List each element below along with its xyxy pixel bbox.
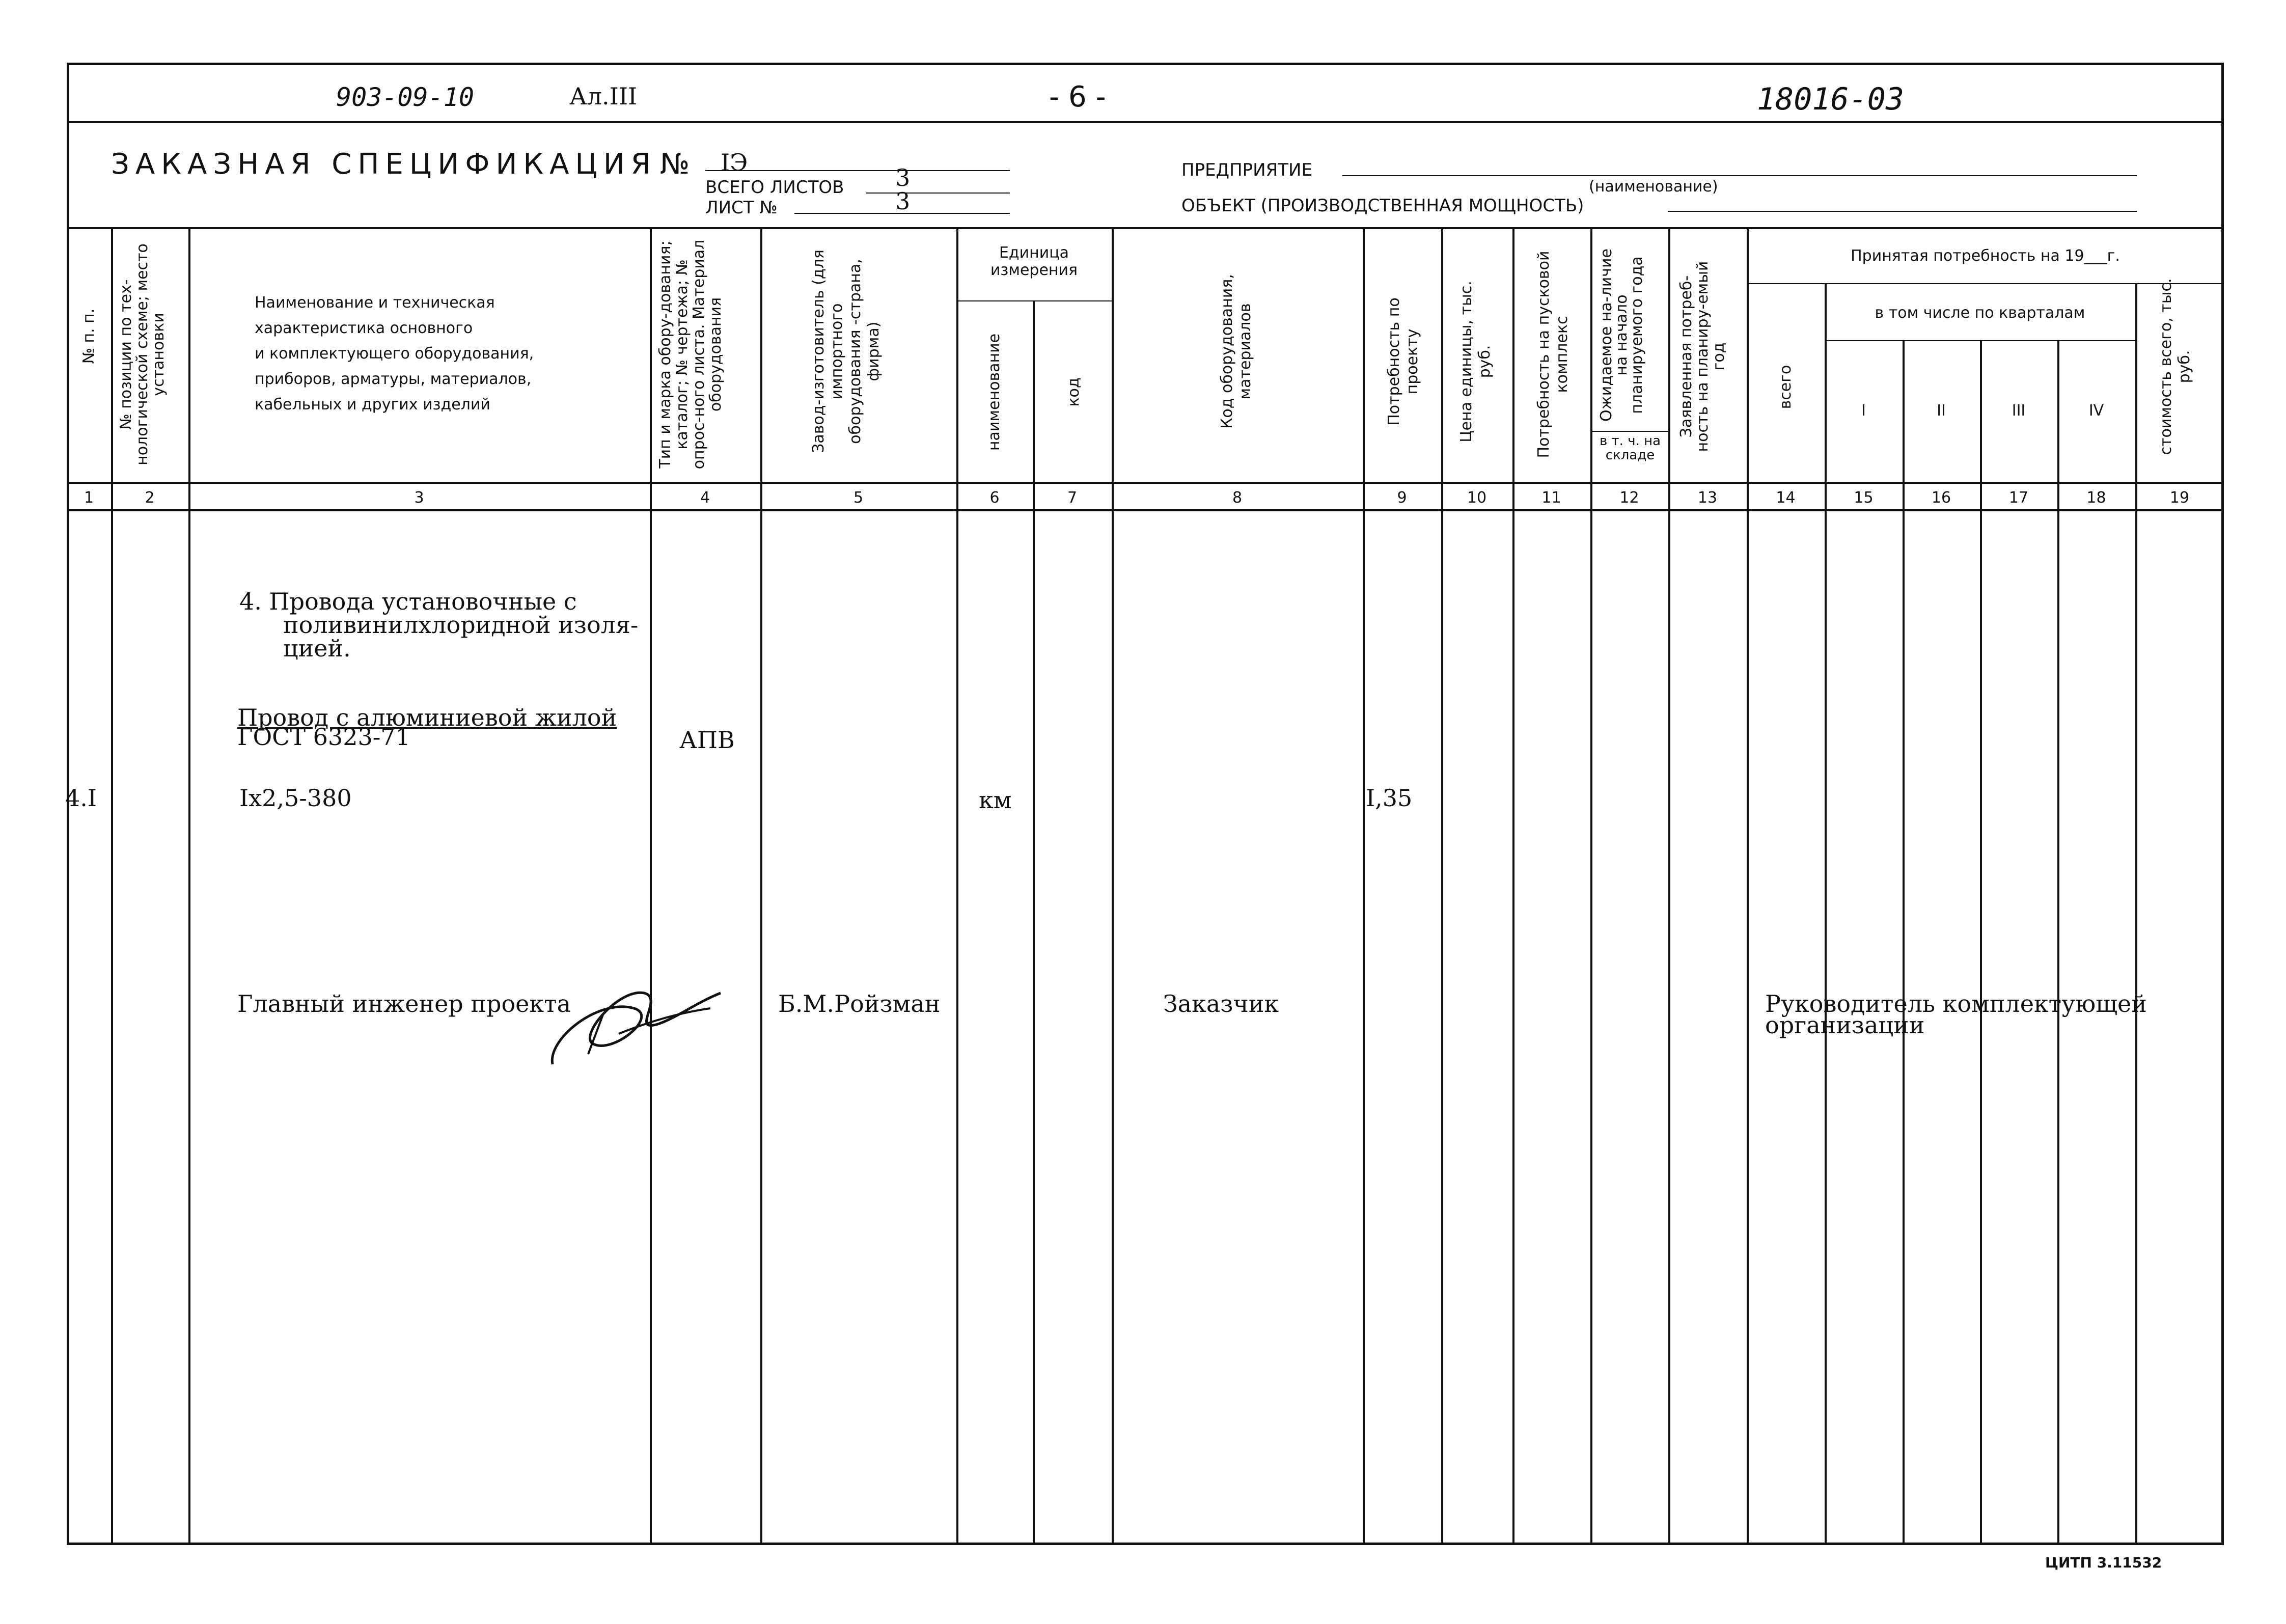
unit-group-line: [956, 300, 1112, 301]
col-line: [2135, 283, 2137, 1544]
col-number: 2: [145, 489, 155, 507]
enterprise-line: [1342, 175, 2137, 176]
c12-sub-line: [1590, 431, 1668, 432]
accepted-group-header: Принятая потребность на 19___г.: [1851, 247, 2120, 265]
col-line: [1363, 227, 1365, 1544]
col-line: [1590, 227, 1592, 1544]
col-number: 15: [1854, 489, 1874, 507]
col-number: 3: [414, 489, 424, 507]
col-line: [188, 227, 190, 1544]
col-number: 14: [1776, 489, 1796, 507]
col-line: [1903, 340, 1905, 1544]
col-6-header: наименование: [985, 333, 1003, 451]
col-9-header: Потребность по проекту: [1385, 297, 1421, 426]
col-line: [1747, 227, 1749, 1544]
section-title-line-1: 4. Провода установочные с: [239, 588, 577, 615]
sheet-line: [794, 213, 1010, 214]
col-number: 1: [84, 489, 94, 507]
col-19-header: стоимость всего, тыс. руб.: [2157, 278, 2193, 455]
item-title-line-2: ГОСТ 6323-71: [237, 723, 410, 751]
customer-label: Заказчик: [1163, 990, 1279, 1017]
supplier-label-line-2: организации: [1765, 1011, 1925, 1039]
spec-number-line: [705, 170, 1010, 171]
enterprise-label: ПРЕДПРИЯТИЕ: [1181, 160, 1312, 180]
col-number: 10: [1467, 489, 1487, 507]
row-quantity: I,35: [1366, 784, 1413, 812]
doc-code: 903-09-10: [336, 82, 474, 112]
col-4-header: Тип и марка обору-дования; каталог; № чертежа; № опрос-ного листа. Материал оборудования: [656, 239, 725, 470]
col-17-header: III: [2012, 402, 2026, 420]
col-line: [956, 227, 958, 1544]
chief-engineer-name: Б.М.Ройзман: [778, 990, 941, 1017]
col-5-header: Завод-изготовитель (для импортного оборудования -страна, фирма): [810, 250, 883, 453]
inventory-number: 18016-03: [1757, 81, 1904, 117]
col-number: 6: [989, 489, 1000, 507]
col-2-header: № позиции по тех-нологической схеме; место установки: [117, 243, 168, 465]
total-sheets-value: 3: [895, 164, 911, 191]
table-top-line: [67, 227, 2224, 229]
col-line: [1668, 227, 1670, 1544]
col-12-header: Ожидаемое на-личие на начало планируемого года: [1598, 249, 1646, 422]
enterprise-note: (наименование): [1589, 178, 1718, 196]
section-title-line-3: цией.: [283, 635, 351, 662]
col-line: [2057, 340, 2059, 1544]
spec-title: ЗАКАЗНАЯ СПЕЦИФИКАЦИЯ: [111, 148, 657, 181]
col-line: [1980, 340, 1982, 1544]
col-number: 19: [2169, 489, 2190, 507]
col-3-header-line-1: Наименование и техническая: [255, 294, 495, 312]
col-3-header-line-2: характеристика основного: [255, 319, 473, 337]
total-sheets-line: [866, 192, 1010, 194]
col-number: 12: [1619, 489, 1639, 507]
col-12-sub-header: в т. ч. на складе: [1599, 433, 1661, 463]
col-number: 4: [700, 489, 710, 507]
col-line: [1825, 283, 1827, 1544]
col-line: [111, 227, 113, 1544]
handwritten-signature: [542, 978, 726, 1075]
quarters-group-line: [1825, 340, 2135, 341]
chief-engineer-label: Главный инженер проекта: [237, 990, 571, 1017]
album-label: Ал.III: [569, 82, 638, 110]
total-sheets-label: ВСЕГО ЛИСТОВ: [705, 177, 844, 198]
page-frame: [67, 63, 2224, 1545]
col-16-header: II: [1937, 402, 1946, 420]
object-label: ОБЪЕКТ (ПРОИЗВОДСТВЕННАЯ МОЩНОСТЬ): [1181, 196, 1584, 216]
section-title-line-2: поливинилхлоридной изоля-: [283, 611, 639, 639]
col-15-header: I: [1861, 402, 1866, 420]
object-line: [1668, 211, 2137, 212]
col-3-header-line-5: кабельных и других изделий: [255, 396, 490, 414]
col-number: 17: [2008, 489, 2029, 507]
col-line: [1512, 227, 1514, 1544]
item-title-line-1: Провод с алюминиевой жилой: [237, 704, 617, 731]
printer-stamp: ЦИТП 3.11532: [2045, 1554, 2162, 1571]
col-line: [650, 227, 652, 1544]
col-7-header: код: [1065, 377, 1083, 407]
col-18-header: IV: [2088, 402, 2104, 420]
header-bottom-line: [67, 482, 2224, 484]
col-10-header: Цена единицы, тыс. руб.: [1457, 281, 1494, 443]
col-3-header-line-3: и комплектующего оборудования,: [255, 345, 534, 363]
col-line: [760, 227, 762, 1544]
row-number: 4.I: [65, 784, 97, 812]
sheet-value: 3: [895, 187, 911, 215]
spec-number-value: IЭ: [721, 149, 748, 176]
column-numbers-bottom-line: [67, 509, 2224, 511]
col-number: 8: [1232, 489, 1243, 507]
col-number: 18: [2086, 489, 2106, 507]
col-number: 5: [853, 489, 864, 507]
col-line: [1112, 227, 1114, 1544]
quarters-group-header: в том числе по кварталам: [1875, 304, 2085, 322]
col-8-header: Код оборудования, материалов: [1218, 274, 1254, 429]
accepted-group-line: [1747, 283, 2224, 284]
row-unit: км: [979, 786, 1012, 814]
col-11-header: Потребность на пусковой комплекс: [1535, 251, 1571, 458]
col-number: 9: [1397, 489, 1407, 507]
col-number: 13: [1697, 489, 1718, 507]
col-13-header: Заявленная потреб-ность на планиру-емый год: [1677, 261, 1728, 452]
col-line: [1441, 227, 1443, 1544]
col-number: 16: [1931, 489, 1951, 507]
row-name: Iх2,5-380: [239, 784, 352, 812]
col-3-header-line-4: приборов, арматуры, материалов,: [255, 370, 532, 388]
col-14-header: всего: [1777, 365, 1795, 409]
unit-group-header: Единица измерения: [990, 244, 1078, 279]
item-type: АПВ: [679, 726, 735, 754]
col-number: 7: [1067, 489, 1078, 507]
top-bar-divider: [67, 121, 2224, 123]
col-1-header: № п. п.: [80, 308, 98, 364]
col-number: 11: [1541, 489, 1561, 507]
supplier-label-line-1: Руководитель комплектующей: [1765, 990, 2147, 1017]
page-number: - 6 -: [1049, 80, 1106, 114]
sheet-label: ЛИСТ №: [705, 198, 778, 218]
spec-number-label: №: [660, 148, 690, 181]
